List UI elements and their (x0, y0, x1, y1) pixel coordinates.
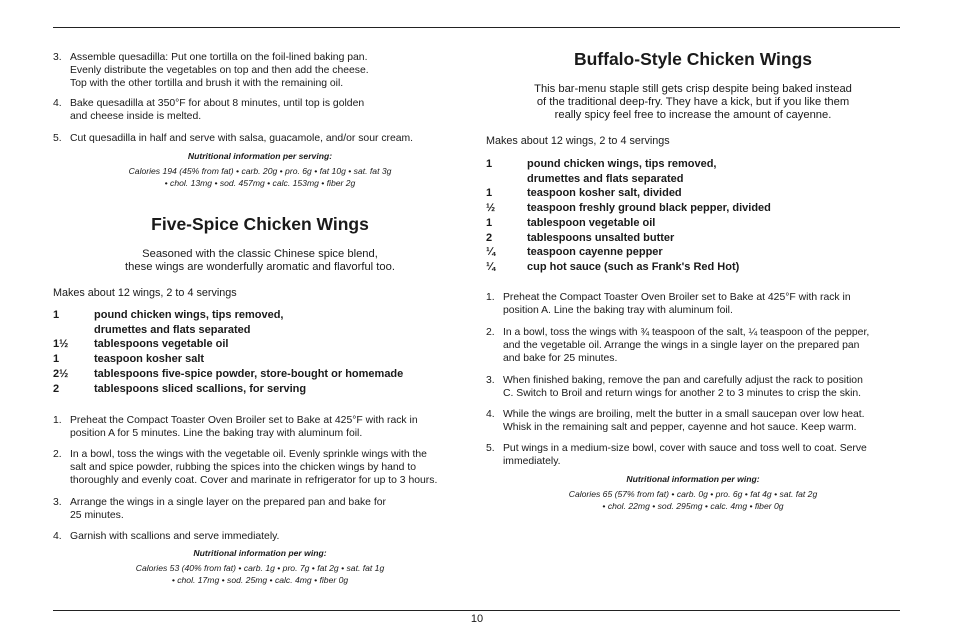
ingredient-text: pound chicken wings, tips removed, (527, 158, 717, 170)
ingredient-qty: 1½ (53, 338, 69, 351)
ingredient-qty: 1 (486, 187, 493, 200)
intro-line: This bar-menu staple still gets crisp despite being baked instead (534, 83, 852, 95)
step-number: 2. (53, 449, 62, 460)
step-line: Whisk in the remaining salt and pepper, cayenne and hot sauce. Keep warm. (503, 422, 857, 433)
step-text (70, 51, 369, 90)
step-text (70, 132, 473, 145)
nutrition-line: Calories 194 (45% from fat) • carb. 20g • pro. 6g • fat 10g • sat. fat 3g (128, 166, 392, 176)
page-number: 10 (470, 613, 484, 625)
step-number: 4. (53, 98, 62, 109)
ingredient-row (53, 382, 473, 397)
nutrition-line: Calories 53 (40% from fat) • carb. 1g • pro. 7g • fat 2g • sat. fat 1g (135, 563, 385, 573)
ingredient-text: tablespoons vegetable oil (94, 338, 229, 351)
step-line: In a bowl, toss the wings with ¾ teaspoon of the salt, ¼ teaspoon of the pepper, (503, 327, 870, 338)
buffalo-step-4 (486, 408, 900, 434)
step-line: position A for 5 minutes. Line the baking tray with aluminum foil. (70, 428, 363, 439)
ingredient-text: teaspoon freshly ground black pepper, divided (527, 202, 771, 215)
ingredient-text: teaspoon kosher salt, divided (527, 187, 682, 200)
ingredient-row (53, 367, 473, 382)
buffalo-yield: Makes about 12 wings, 2 to 4 servings (486, 135, 670, 147)
step-line: immediately. (503, 456, 561, 467)
step-number: 2. (486, 327, 495, 338)
ingredient-text: tablespoons five-spice powder, store-bought or homemade (94, 367, 404, 380)
step-text (503, 291, 900, 317)
step-line: 25 minutes. (70, 510, 124, 521)
quesadilla-step-5 (53, 132, 473, 145)
step-line: Put wings in a medium-size bowl, cover with sauce and toss well to coat. Serve (503, 443, 867, 454)
step-line: position A. Line the baking tray with aluminum foil. (503, 305, 733, 316)
ingredient-text: tablespoons unsalted butter (527, 231, 675, 244)
buffalo-step-2 (486, 326, 900, 365)
ingredient-row (486, 216, 900, 231)
step-text (503, 442, 900, 468)
buffalo-nutrition-title: Nutritional information per wing: (626, 474, 760, 484)
quesadilla-step-3 (53, 51, 369, 90)
step-line: Top with the other tortilla and brush it with the remaining oil. (70, 78, 344, 89)
step-number: 3. (53, 497, 62, 508)
five-spice-yield: Makes about 12 wings, 2 to 4 servings (53, 287, 237, 299)
buffalo-title: Buffalo-Style Chicken Wings (573, 49, 813, 69)
five-spice-title: Five-Spice Chicken Wings (151, 214, 369, 234)
intro-line: really spicy feel free to increase the amount of cayenne. (554, 109, 832, 121)
nutrition-line: • chol. 17mg • sod. 25mg • calc. 4mg • fiber 0g (171, 575, 349, 585)
ingredient-qty: 2 (53, 382, 60, 395)
intro-line: Seasoned with the classic Chinese spice blend, (142, 248, 378, 260)
ingredient-qty: ¼ (486, 260, 496, 273)
step-line: thoroughly and evenly coat. Cover and marinate in refrigerator for up to 3 hours. (70, 475, 438, 486)
ingredient-row (486, 157, 900, 172)
ingredient-row (486, 201, 900, 216)
ingredient-text: cup hot sauce (such as Frank's Red Hot) (527, 260, 740, 273)
step-number: 3. (53, 52, 62, 63)
step-text (70, 496, 473, 522)
ingredient-text: drumettes and flats separated (527, 172, 684, 185)
five-spice-step-4 (53, 530, 473, 543)
buffalo-step-5 (486, 442, 900, 468)
step-number: 1. (53, 415, 62, 426)
step-line: Preheat the Compact Toaster Oven Broiler set to Bake at 425°F with rack in (70, 415, 418, 426)
buffalo-nutrition-body (486, 488, 900, 512)
nutrition-line: Calories 65 (57% from fat) • carb. 0g • pro. 6g • fat 4g • sat. fat 2g (568, 489, 818, 499)
ingredient-row (53, 323, 473, 338)
step-line: Preheat the Compact Toaster Oven Broiler set to Bake at 425°F with rack in (503, 292, 851, 303)
five-spice-step-2 (53, 448, 473, 487)
ingredient-qty: ¼ (486, 246, 496, 259)
step-line: Cut quesadilla in half and serve with salsa, guacamole, and/or sour cream. (70, 133, 414, 144)
buffalo-step-3 (486, 374, 900, 400)
ingredient-row (53, 308, 473, 323)
step-text (503, 326, 900, 365)
step-line: Evenly distribute the vegetables on top and then add the cheese. (70, 65, 369, 76)
ingredient-text: tablespoons sliced scallions, for serving (94, 382, 307, 395)
bottom-rule (53, 610, 900, 611)
ingredient-row (486, 186, 900, 201)
step-text (70, 414, 473, 440)
step-number: 4. (53, 531, 62, 542)
step-line: Bake quesadilla at 350°F for about 8 minutes, until top is golden (70, 98, 365, 109)
ingredient-qty: 1 (486, 158, 493, 170)
quesadilla-nutrition-title: Nutritional information per serving: (187, 151, 333, 161)
ingredient-row (53, 337, 473, 352)
nutrition-line: • chol. 13mg • sod. 457mg • calc. 153mg • fiber 2g (164, 178, 356, 188)
step-line: Assemble quesadilla: Put one tortilla on the foil-lined baking pan. (70, 52, 368, 63)
step-number: 3. (486, 375, 495, 386)
ingredient-qty: ½ (486, 202, 496, 215)
step-text (503, 374, 900, 400)
ingredient-row (486, 260, 900, 275)
step-line: Garnish with scallions and serve immediately. (70, 531, 280, 542)
five-spice-intro (53, 248, 467, 274)
ingredient-text: teaspoon kosher salt (94, 353, 205, 366)
five-spice-ingredients (53, 308, 473, 396)
ingredient-qty: 2½ (53, 367, 69, 380)
ingredient-text: pound chicken wings, tips removed, (94, 309, 284, 321)
step-number: 5. (486, 443, 495, 454)
step-line: When finished baking, remove the pan and carefully adjust the rack to position (503, 375, 863, 386)
ingredient-text: drumettes and flats separated (94, 323, 251, 336)
ingredient-qty: 2 (486, 231, 493, 244)
ingredient-row (53, 352, 473, 367)
step-line: C. Switch to Broil and return wings for another 2 to 3 minutes to crisp the skin. (503, 388, 862, 399)
intro-line: these wings are wonderfully aromatic and flavorful too. (125, 261, 395, 273)
step-text (70, 530, 473, 543)
ingredient-text: tablespoon vegetable oil (527, 216, 656, 229)
ingredient-row (486, 231, 900, 246)
ingredient-qty: 1 (53, 353, 60, 366)
intro-line: of the traditional deep-fry. They have a kick, but if you like them (536, 96, 850, 108)
ingredient-row (486, 172, 900, 187)
step-line: and bake for 25 minutes. (503, 353, 618, 364)
ingredient-qty: 1 (53, 309, 60, 321)
step-text (70, 97, 364, 123)
five-spice-step-3 (53, 496, 473, 522)
step-line: and the vegetable oil. Arrange the wings in a single layer on the prepared pan (503, 340, 860, 351)
buffalo-ingredients (486, 157, 900, 275)
step-line: While the wings are broiling, melt the butter in a small saucepan over low heat. (503, 409, 865, 420)
step-text (70, 448, 473, 487)
ingredient-text: teaspoon cayenne pepper (527, 246, 663, 259)
ingredient-row (486, 245, 900, 260)
five-spice-nutrition-title: Nutritional information per wing: (193, 548, 327, 558)
quesadilla-nutrition-body (53, 165, 467, 189)
nutrition-line: • chol. 22mg • sod. 295mg • calc. 4mg • fiber 0g (602, 501, 784, 511)
five-spice-step-1 (53, 414, 473, 440)
five-spice-nutrition-body (53, 562, 467, 586)
step-line: In a bowl, toss the wings with the vegetable oil. Evenly sprinkle wings with the (70, 449, 427, 460)
step-line: Arrange the wings in a single layer on the prepared pan and bake for (70, 497, 386, 508)
buffalo-intro (486, 83, 900, 122)
step-number: 1. (486, 292, 495, 303)
step-number: 5. (53, 133, 62, 144)
step-line: salt and spice powder, rubbing the spices into the chicken wings by hand to (70, 462, 416, 473)
top-rule (53, 27, 900, 28)
buffalo-step-1 (486, 291, 900, 317)
step-line: and cheese inside is melted. (70, 111, 202, 122)
step-number: 4. (486, 409, 495, 420)
step-text (503, 408, 900, 434)
ingredient-qty: 1 (486, 216, 493, 229)
quesadilla-step-4 (53, 97, 364, 123)
